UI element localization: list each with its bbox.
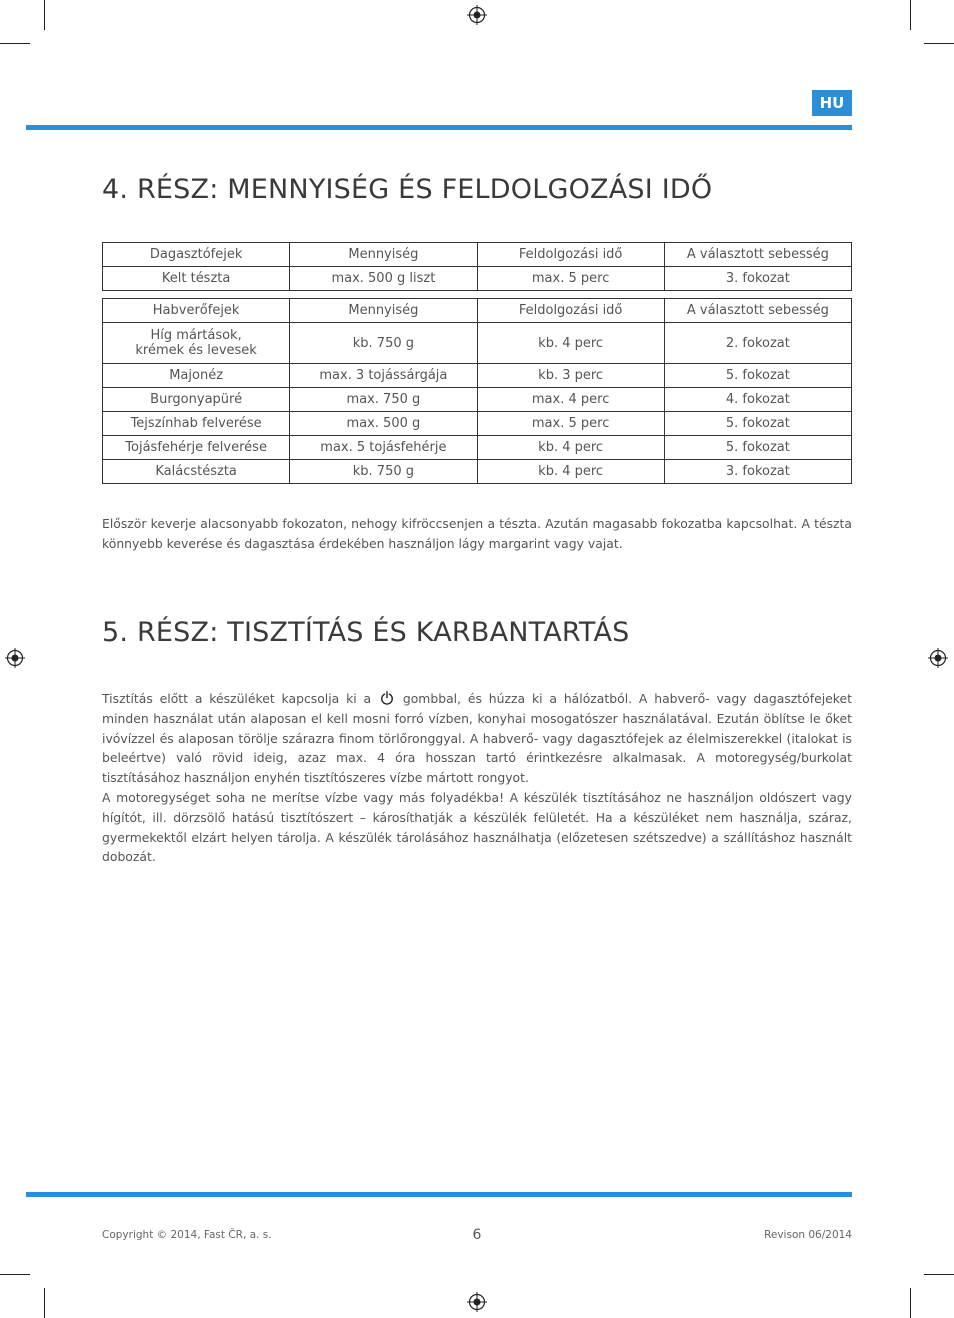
table-header-cell: Feldolgozási idő xyxy=(477,243,664,267)
section-5-text-c: A motoregységet soha ne merítse vízbe vagy más folyadékba! A készülék tisztításához ne használjon oldószert vagy hígítót, ill. dörzsölő hatású tisztítószert – károsíthatják a készülék felületét. Ha a készüléket nem használja, száraz, gyermekektől elzárt helyen tárolja. A készülék tárolásához használhatja (előzetesen szétszedve) a szállításhoz használt dobozát. xyxy=(102,789,852,865)
table-cell: kb. 3 perc xyxy=(477,364,664,388)
table-cell: 4. fokozat xyxy=(664,388,851,412)
crop-mark xyxy=(0,43,30,44)
table-cell: 3. fokozat xyxy=(664,267,851,291)
table-cell: Kalácstészta xyxy=(103,460,290,484)
table-row xyxy=(103,364,852,388)
table-header-row xyxy=(103,243,852,267)
crop-mark xyxy=(44,1288,45,1318)
table-cell: Tejszínhab felverése xyxy=(103,412,290,436)
table-header-cell: Feldolgozási idő xyxy=(477,299,664,323)
section-4-title: 4. RÉSZ: MENNYISÉG ÉS FELDOLGOZÁSI IDŐ xyxy=(102,174,713,205)
table-cell: 2. fokozat xyxy=(664,323,851,364)
table-cell: 5. fokozat xyxy=(664,436,851,460)
table-cell: Kelt tészta xyxy=(103,267,290,291)
table-cell: kb. 750 g xyxy=(290,323,477,364)
table-cell: max. 750 g xyxy=(290,388,477,412)
table-cell: 3. fokozat xyxy=(664,460,851,484)
table-row xyxy=(103,412,852,436)
table-cell: kb. 4 perc xyxy=(477,323,664,364)
table-cell: max. 5 tojásfehérje xyxy=(290,436,477,460)
table-row xyxy=(103,436,852,460)
table-header-cell: A választott sebesség xyxy=(664,299,851,323)
table-cell: max. 5 perc xyxy=(477,267,664,291)
table-cell: max. 3 tojássárgája xyxy=(290,364,477,388)
crop-mark xyxy=(910,0,911,30)
page-number: 6 xyxy=(472,1227,482,1243)
section-5-text-b: gombbal, és húzza ki a hálózatból. A habverő- vagy dagasztófejeket minden használat után alaposan el kell mosni forró vízben, konyhai mosogatószer használatával. Ezután öblítse le őket ivóvízzel és alaposan törölje szárazra finom törlőronggyal. A habverő- vagy dagasztófejek az élelmiszerekkel (italokat is beleértve) való rövid ideig, azaz max. 4 óra hosszan tartó érintkezésre alkalmasak. A motoregység/burkolat tisztításához használjon enyhén tisztítószeres vízbe mártott rongyot. xyxy=(102,691,852,786)
registration-mark-icon xyxy=(928,648,948,668)
revision-text: Revison 06/2014 xyxy=(764,1229,852,1241)
language-badge: HU xyxy=(812,90,852,116)
table-cell: max. 4 perc xyxy=(477,388,664,412)
section-5-paragraph xyxy=(102,689,852,867)
power-icon xyxy=(380,691,394,705)
registration-mark-icon xyxy=(5,648,25,668)
section-4-note: Először keverje alacsonyabb fokozaton, nehogy kifröccsenjen a tészta. Azután magasabb fokozatba kapcsolhat. A tészta könnyebb keverése és dagasztása érdekében használjon lágy margarint vagy vajat. xyxy=(102,516,852,551)
table-cell: Híg mártások, krémek és levesek xyxy=(103,323,290,364)
table-cell: max. 500 g xyxy=(290,412,477,436)
copyright-text: Copyright © 2014, Fast ČR, a. s. xyxy=(102,1229,272,1241)
section-5-text-a: Tisztítás előtt a készüléket kapcsolja ki a xyxy=(102,691,372,706)
whisk-table xyxy=(102,298,852,484)
table-row xyxy=(103,323,852,364)
footer-rule xyxy=(26,1192,852,1197)
table-header-cell: A választott sebesség xyxy=(664,243,851,267)
header-rule xyxy=(26,125,852,130)
table-cell: 5. fokozat xyxy=(664,364,851,388)
crop-mark xyxy=(924,1274,954,1275)
registration-mark-icon xyxy=(467,5,487,25)
table-row xyxy=(103,388,852,412)
table-cell: Majonéz xyxy=(103,364,290,388)
kneading-hooks-table xyxy=(102,242,852,291)
registration-mark-icon xyxy=(467,1292,487,1312)
crop-mark xyxy=(44,0,45,30)
crop-mark xyxy=(0,1274,30,1275)
table-cell: max. 5 perc xyxy=(477,412,664,436)
table-cell: kb. 750 g xyxy=(290,460,477,484)
crop-mark xyxy=(924,43,954,44)
crop-mark xyxy=(910,1288,911,1318)
table-cell: Tojásfehérje felverése xyxy=(103,436,290,460)
table-header-row xyxy=(103,299,852,323)
section-5-title: 5. RÉSZ: TISZTÍTÁS ÉS KARBANTARTÁS xyxy=(102,617,630,648)
table-row xyxy=(103,267,852,291)
table-row xyxy=(103,460,852,484)
table-cell: 5. fokozat xyxy=(664,412,851,436)
table-header-cell: Dagasztófejek xyxy=(103,243,290,267)
table-cell: kb. 4 perc xyxy=(477,436,664,460)
table-header-cell: Mennyiség xyxy=(290,243,477,267)
table-cell: max. 500 g liszt xyxy=(290,267,477,291)
table-cell: kb. 4 perc xyxy=(477,460,664,484)
table-header-cell: Habverőfejek xyxy=(103,299,290,323)
table-header-cell: Mennyiség xyxy=(290,299,477,323)
table-cell: Burgonyapüré xyxy=(103,388,290,412)
